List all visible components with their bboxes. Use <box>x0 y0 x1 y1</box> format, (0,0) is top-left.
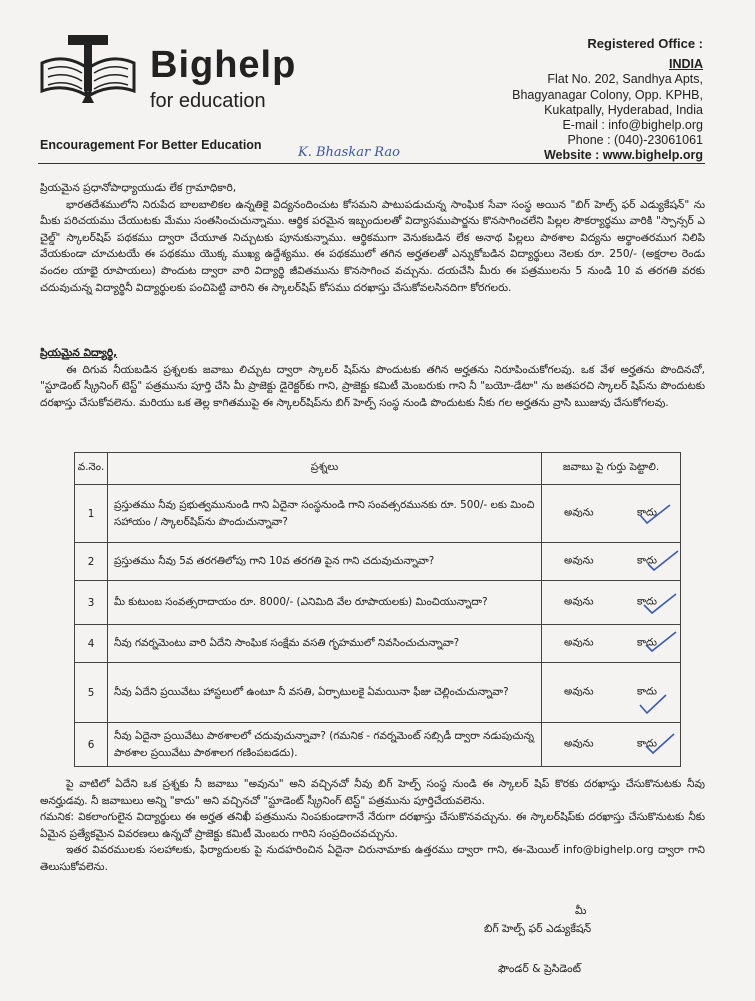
salutation-headmaster: ప్రియమైన ప్రధానోపాధ్యాయుడు లేక గ్రామాధికారి, <box>40 182 237 194</box>
tick-mark-icon <box>646 548 680 574</box>
office-email: E-mail : info@bighelp.org <box>562 118 703 133</box>
closing-note: గమనిక: వికలాంగులైన విద్యార్థులు ఈ అర్హత తనిఖీ పత్రమును నింపకుండాగానే నేరుగా దరఖాస్తు చేసుకొనవచ్చును. ఈ స్కాలర్‌షిప్‌కు దరఖాస్తు చేసుకొనుటకు నీకు ఏమైన ప్రత్యేకమైన వివరణలు ఉన్నచో ప్రాజెక్టు కమిటీ మెంబరు గారిని సంప్రదించవచ్చును. <box>40 811 705 840</box>
eligibility-table <box>74 452 681 767</box>
question-text: నీవు ఏదేని ప్రయివేటు హాస్టలులో ఉంటూ నీ వసతి, ఏర్పాటులకై ఏమయినా ఫీజు చెల్లించుచున్నావా? <box>108 663 542 723</box>
no-option[interactable]: కాదు <box>637 554 657 566</box>
row-number: 2 <box>75 543 108 581</box>
address-line: Flat No. 202, Sandhya Apts, <box>547 72 703 87</box>
question-text: నీవు గవర్నమెంటు వారి ఏదేని సాంఘిక సంక్షేమ వసతి గృహములో నివసించుచున్నావా? <box>108 625 542 663</box>
yes-option[interactable]: అవును <box>564 737 594 749</box>
tick-mark-icon <box>644 629 678 655</box>
row-number: 1 <box>75 485 108 543</box>
tick-mark-icon <box>642 591 678 617</box>
no-option[interactable]: కాదు <box>637 685 657 697</box>
answer-cell <box>542 723 681 767</box>
handwritten-name: K. Bhaskar Rao <box>298 145 400 160</box>
office-country: INDIA <box>668 57 703 72</box>
no-option[interactable]: కాదు <box>637 737 657 749</box>
table-row <box>75 663 681 723</box>
letter-section-headmaster <box>40 180 705 296</box>
closing-section <box>40 776 705 876</box>
answer-cell <box>542 543 681 581</box>
bighelp-logo <box>38 33 138 123</box>
sign-organization: బిగ్ హెల్ప్ ఫర్ ఎడ్యుకేషన్ <box>484 922 592 935</box>
header-divider <box>38 163 705 164</box>
closing-paragraph-3: ఇతర వివరములకు సలహాలకు, ఫిర్యాదులకు పై నుదహరించిన ఏదైనా చిరునామాకు ఉత్తరము ద్వారా గాని, ఈ-మెయిల్ info@bighelp.org ద్వారా గాని తెలుసుకోవలెను. <box>40 844 705 873</box>
yes-option[interactable]: అవును <box>564 636 594 648</box>
salutation-student: ప్రియమైన విద్యార్థి, <box>40 347 118 359</box>
header-answer: జవాబు పై గుర్తు పెట్టాలి. <box>542 453 681 485</box>
tick-mark-icon <box>638 501 672 527</box>
row-number: 3 <box>75 581 108 625</box>
registered-office-block <box>512 36 703 164</box>
table-row <box>75 543 681 581</box>
office-website: Website : www.bighelp.org <box>543 148 703 163</box>
yes-option[interactable]: అవును <box>564 554 594 566</box>
office-phone: Phone : (040)-23061061 <box>567 133 703 148</box>
tick-mark-icon <box>644 731 676 757</box>
no-option[interactable]: కాదు <box>637 595 657 607</box>
office-heading: Registered Office : <box>587 36 703 51</box>
paragraph-headmaster: భారతదేశములోని నిరుపేద బాలబాలికల ఉన్నతికై విద్యనందించుట కోసమని పాటుపడుచున్న సాంఘిక సేవా సంస్థ అయిన "బిగ్ హెల్ప్ ఫర్ ఎడ్యుకేషన్" ను మీకు పరిచయము చేయుటకు మేము సంతసించుచున్నాము. ఆర్థిక పరమైన ఇబ్బందులతో విద్యాసముపార్జను కొనసాగించలేని పిల్లల సౌకర్యార్థము వారికి "స్పాన్సర్ ఎ చైల్డ్" స్కాలర్‌షిప్ పథకము ద్వారా చేయూత నిచ్చుటకు పూనుకున్నాము. ఆర్థికముగా వెనుకబడిన లేక అనాథ పిల్లలు పాఠశాల విద్యను అర్థాంతరముగ నిలిపి వేయకుండా చూచుటయే ఈ పథకము యొక్క ముఖ్య ఉద్దేశ్యము. ఈ పథకములో తగిన అర్హతలతో ఎన్నుకోబడిన విద్యార్థులు నెలకు రూ. 250/- (అక్షరాల రెండు వందల యాభై రూపాయలు) పొందుట ద్వారా వారి విద్యార్థి జీవితమును కొనసాగించ వచ్చును. దయచేసి మీరు ఈ పత్రములను 5 నుండి 10 వ తరగతి వరకు చదువుచున్న విద్యార్థినీ విద్యార్థులకు పంచిపెట్టి వారిని ఈ స్కాలర్‌షిప్ కోసము దరఖాస్తు చేసుకోవలసినదిగా కోరగలరు. <box>40 198 705 294</box>
table-row <box>75 581 681 625</box>
question-text: ప్రస్తుతము నీవు ప్రభుత్వమునుండి గాని ఏదైనా సంస్థనుండి గాని సంవత్సరమునకు రూ. 500/- లకు మించి సహాయం / స్కాలర్‌షిప్‌ను పొందుచున్నావా? <box>108 485 542 543</box>
row-number: 5 <box>75 663 108 723</box>
no-option[interactable]: కాదు <box>637 636 657 648</box>
sign-yours: మీ <box>575 904 587 917</box>
no-option[interactable]: కాదు <box>637 506 657 518</box>
brand-name: Bighelp <box>150 44 297 86</box>
header-sno: వ.నెం. <box>75 453 108 485</box>
tagline: Encouragement For Better Education <box>40 138 262 152</box>
yes-option[interactable]: అవును <box>564 506 594 518</box>
row-number: 4 <box>75 625 108 663</box>
yes-option[interactable]: అవును <box>564 595 594 607</box>
answer-cell <box>542 663 681 723</box>
question-text: నీవు ఏదైనా ప్రయివేటు పాఠశాలలో చదువుచున్నావా? (గమనిక - గవర్నమెంట్ సబ్సిడీ ద్వారా నడుపుచున్న పాఠశాల ప్రయివేటు పాఠశాలగ గణింపబడదు). <box>108 723 542 767</box>
answer-cell <box>542 625 681 663</box>
header-question: ప్రశ్నలు <box>108 453 542 485</box>
sign-title: ఫౌండర్ & ప్రెసిడెంట్ <box>498 962 581 975</box>
tick-mark-icon <box>638 693 668 717</box>
answer-cell <box>542 581 681 625</box>
address-line: Bhagyanagar Colony, Opp. KPHB, <box>512 87 703 102</box>
answer-cell <box>542 485 681 543</box>
yes-option[interactable]: అవును <box>564 685 594 697</box>
paragraph-student: ఈ దిగువ నీయబడిన ప్రశ్నలకు జవాబు లిచ్చుట ద్వారా స్కాలర్ షిప్‌ను పొందుటకు తగిన అర్హతను నిరూపించుకోగలవు. ఒక వేళ అర్హతను పొందినచో, "స్టూడెంట్ స్క్రీనింగ్ టెస్ట్" పత్రమును పూర్తి చేసి మీ ప్రాజెక్టు డైరెక్టర్‌కు గాని, ప్రాజెక్టు కమిటీ మెంబరుకు గాని నీ "బయో-డేటా" ను జతపరచి స్కాలర్ షిప్‌ను పొందుటకు దరఖాస్తు చేసుకోవలెను. మరియు ఒక తెల్ల కాగితముపై ఈ స్కాలర్‌షిప్‌ను బిగ్ హెల్ప్ సంస్థ నుండి పొందుటకు నీకు గల అర్హతను వ్రాసి ఋజువు చేసుకోగలవు. <box>40 363 705 409</box>
question-text: మీ కుటుంబ సంవత్సరాదాయం రూ. 8000/- (ఎనిమిది వేల రూపాయలకు) మించియున్నాదా? <box>108 581 542 625</box>
table-row <box>75 485 681 543</box>
table-header-row <box>75 453 681 485</box>
row-number: 6 <box>75 723 108 767</box>
letter-section-student <box>40 345 705 411</box>
table-row <box>75 723 681 767</box>
brand-subtitle: for education <box>150 90 266 112</box>
address-line: Kukatpally, Hyderabad, India <box>544 102 703 117</box>
closing-paragraph-1: పై వాటిలో ఏదేని ఒక ప్రశ్నకు నీ జవాబు "అవును" అని వచ్చినచో నీవు బిగ్ హెల్ప్ సంస్థ నుండి ఈ స్కాలర్ షిప్ కొరకు దరఖాస్తు చేసుకొనుటకు నీవు అనర్హుడవు. నీ జవాబులు అన్ని "కాదు" అని వచ్చినచో "స్టూడెంట్ స్క్రీనింగ్ టెస్ట్" పత్రమును పూర్తిచేయవలెను. <box>40 778 705 807</box>
question-text: ప్రస్తుతము నీవు 5వ తరగతిలోపు గాని 10వ తరగతి పైన గాని చదువుచున్నావా? <box>108 543 542 581</box>
table-row <box>75 625 681 663</box>
